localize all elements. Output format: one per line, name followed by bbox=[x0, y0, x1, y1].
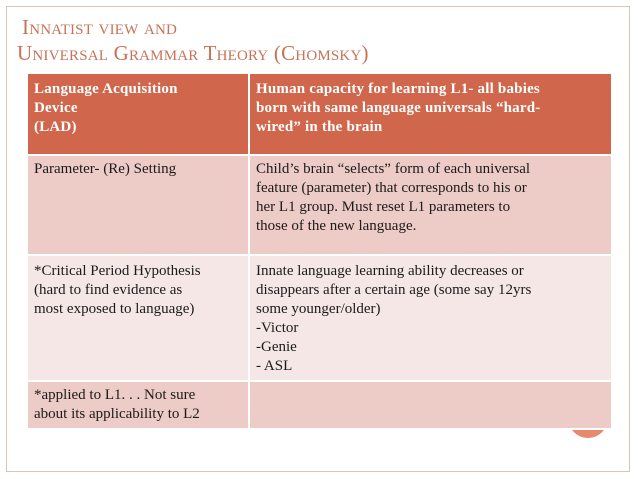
description-text: Child’s brain “selects” form of each universal feature (parameter) that corresponds to his or her L1 group. Must reset L1 parameters to those of the new language. bbox=[256, 161, 531, 234]
term-cell bbox=[27, 255, 249, 381]
table-row bbox=[27, 381, 612, 429]
table-row bbox=[27, 155, 612, 255]
term-cell bbox=[27, 73, 249, 155]
description-cell bbox=[249, 73, 612, 155]
term-text: Language Acquisition Device (LAD) bbox=[34, 81, 178, 135]
theory-table bbox=[26, 72, 613, 430]
term-text: *Critical Period Hypothesis (hard to find evidence as most exposed to language) bbox=[34, 263, 201, 317]
description-text: Innate language learning ability decreases or disappears after a certain age (some say 12yrs some younger/older) -Victor -Genie - ASL bbox=[256, 263, 532, 374]
slide-title-line-2: Universal Grammar Theory (Chomsky) bbox=[17, 41, 369, 65]
term-cell bbox=[27, 155, 249, 255]
table-header-row bbox=[27, 73, 612, 155]
description-text: Human capacity for learning L1- all babies born with same language universals “hard- wired” in the brain bbox=[256, 81, 541, 135]
description-cell bbox=[249, 381, 612, 429]
description-cell bbox=[249, 155, 612, 255]
term-cell bbox=[27, 381, 249, 429]
slide-title bbox=[17, 14, 369, 66]
term-text: *applied to L1. . . Not sure about its applicability to L2 bbox=[34, 387, 200, 422]
slide-title-line-1: Innatist view and bbox=[22, 15, 178, 39]
table-row bbox=[27, 255, 612, 381]
term-text: Parameter- (Re) Setting bbox=[34, 161, 177, 177]
description-cell bbox=[249, 255, 612, 381]
